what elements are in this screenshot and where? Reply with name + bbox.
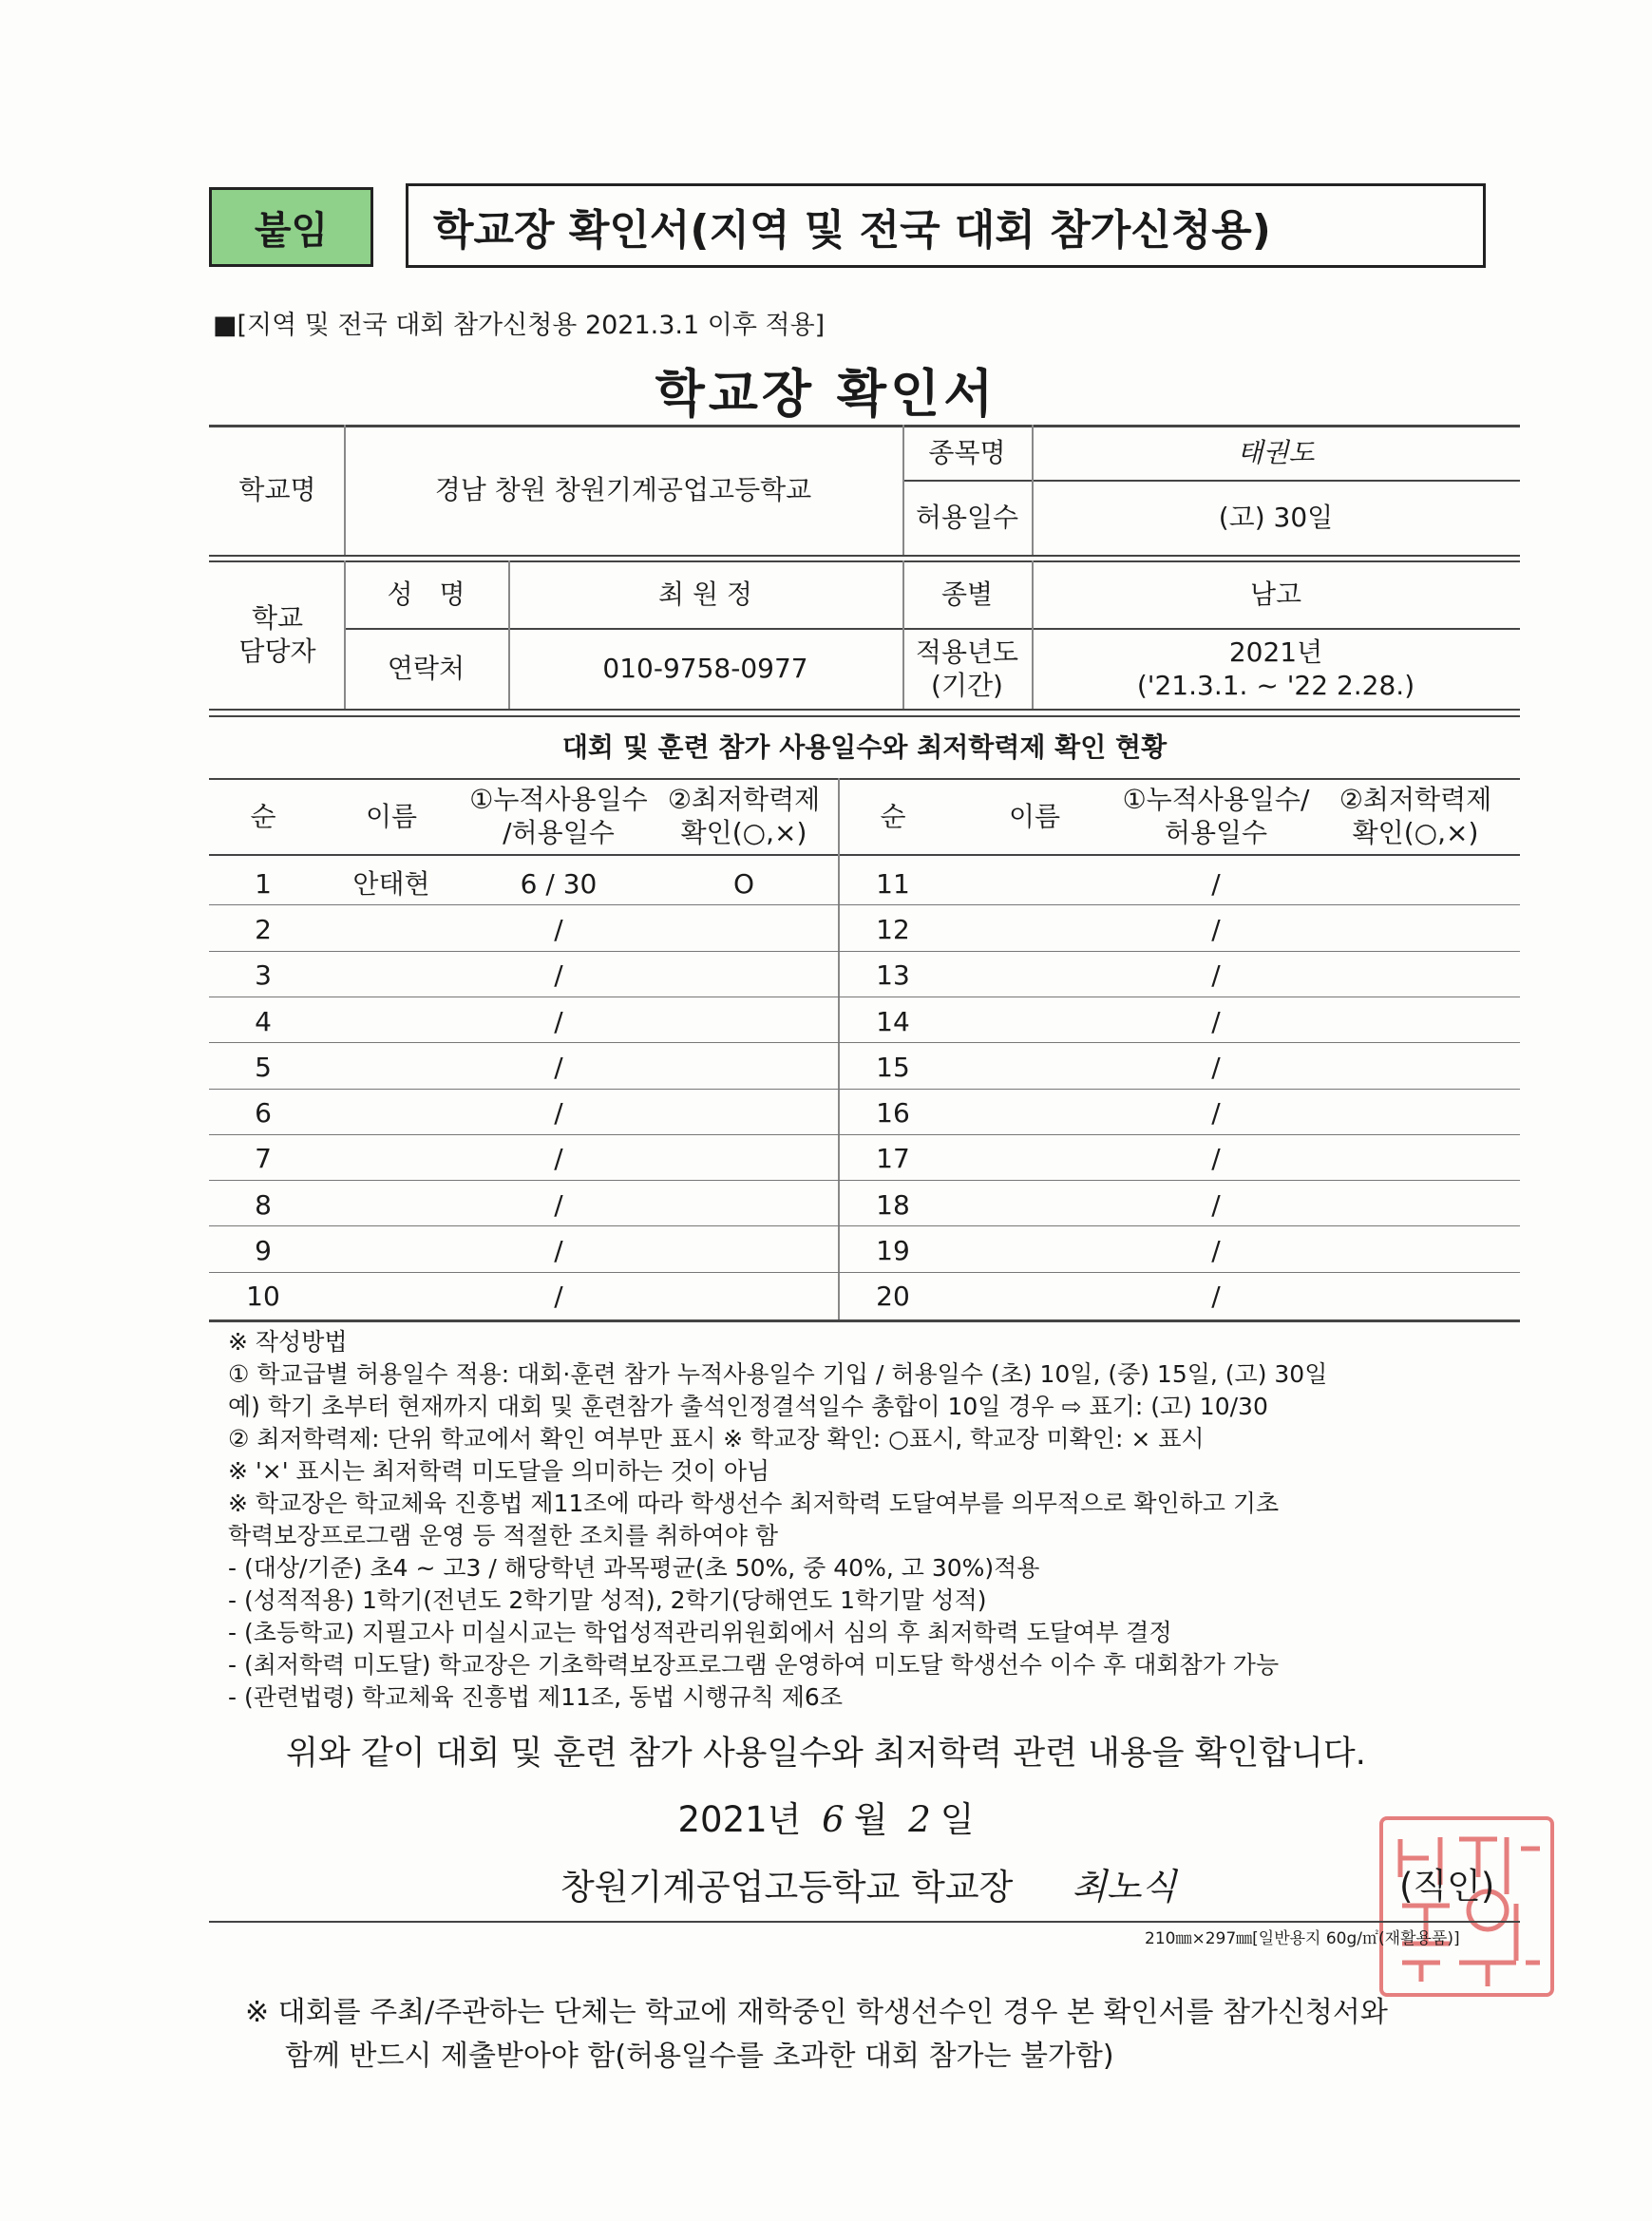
table-cell-check — [650, 906, 838, 952]
footer-note-line1: ※ 대회를 주최/주관하는 단체는 학교에 재학중인 학생선수인 경우 본 확인서를 참가신청서와 — [245, 1996, 1388, 2029]
table-cell-check — [650, 1044, 838, 1090]
table-cell-days: / — [1211, 1051, 1221, 1083]
type-value: 남고 — [1249, 579, 1302, 610]
table-cell-name — [315, 1044, 467, 1090]
signer-school: 창원기계공업고등학교 학교장 — [560, 1867, 1014, 1908]
table-cell-name — [948, 953, 1121, 998]
table-cell-days: / — [1211, 1188, 1221, 1221]
table-row-divider — [209, 1272, 1520, 1273]
note-line: ※ '×' 표시는 최저학력 미도달을 의미하는 것이 아님 — [228, 1457, 770, 1485]
note-line: - (대상/기준) 초4 ~ 고3 / 해당학년 과목평균(초 50%, 중 40%, 고 30%)적용 — [228, 1554, 1040, 1582]
table-cell-no: 14 — [876, 1005, 910, 1037]
contact-label — [211, 560, 344, 709]
table-cell-no: 4 — [255, 1005, 272, 1037]
contact-label-line1: 학교 — [251, 602, 304, 634]
table-cell-days: / — [1211, 1235, 1221, 1267]
table-cell-no: 11 — [876, 867, 910, 900]
table-cell-check — [650, 998, 838, 1044]
note-line: 예) 학기 초부터 현재까지 대회 및 훈련참가 출석인정결석일수 총합이 10일 경우 ⇨ 표기: (고) 10/30 — [228, 1393, 1268, 1420]
col-days-right-line1: ①누적사용일수/ — [1122, 784, 1310, 815]
table-cell-no: 7 — [255, 1143, 272, 1175]
status-title: 대회 및 훈련 참가 사용일수와 최저학력제 확인 현황 — [561, 731, 1168, 763]
table-cell-days: / — [554, 1051, 563, 1083]
table-cell-days: / — [554, 1188, 563, 1221]
col-check-left-line1: ②최저학력제 — [667, 784, 821, 815]
table-cell-name — [948, 1274, 1121, 1319]
table-cell-no: 19 — [876, 1235, 910, 1267]
table-cell-days: / — [554, 913, 563, 945]
sub-header: ■[지역 및 전국 대회 참가신청용 2021.3.1 이후 적용] — [213, 311, 826, 340]
col-check-left — [650, 778, 838, 854]
table-cell-days: / — [554, 1097, 563, 1129]
table-cell-check — [1311, 953, 1520, 998]
paper-spec: 210㎜×297㎜[일반용지 60g/㎡(재활용품)] — [1145, 1929, 1460, 1948]
name-value: 최 원 정 — [658, 579, 752, 610]
note-line: ※ 작성방법 — [228, 1328, 348, 1356]
col-days-left — [467, 778, 650, 854]
sport-label: 종목명 — [928, 436, 1006, 468]
table-cell-check — [1311, 861, 1520, 906]
table-row-divider — [209, 1180, 1520, 1181]
col-check-right — [1311, 778, 1520, 854]
table-cell-no: 2 — [255, 913, 272, 945]
table-row-divider — [209, 1089, 1520, 1090]
type-label: 종별 — [940, 579, 994, 610]
table-cell-name — [948, 1227, 1121, 1273]
confirmation-text: 위와 같이 대회 및 훈련 참가 사용일수와 최저학력 관련 내용을 확인합니다. — [286, 1735, 1366, 1773]
table-cell-days: / — [1211, 1143, 1221, 1175]
table-cell-no: 13 — [876, 959, 910, 992]
note-line: - (성적적용) 1학기(전년도 2학기말 성적), 2학기(당해연도 1학기말 성적) — [228, 1586, 987, 1614]
table-cell-name — [315, 906, 467, 952]
col-check-left-line2: 확인(○,×) — [680, 817, 807, 848]
table-cell-name — [315, 953, 467, 998]
table-cell-days: / — [1211, 1097, 1221, 1129]
table-cell-name — [948, 1136, 1121, 1182]
attachment-tag: 붙임 — [209, 187, 373, 267]
signer-line — [560, 1857, 1176, 1909]
table-cell-name — [315, 1274, 467, 1319]
table-cell-check — [1311, 998, 1520, 1044]
table-cell-no: 3 — [255, 959, 272, 992]
table-cell-days: / — [1211, 1281, 1221, 1313]
note-line: 학력보장프로그램 운영 등 적절한 조치를 취하여야 함 — [228, 1522, 778, 1549]
phone-value: 010-9758-0977 — [602, 653, 808, 684]
table-cell-check — [1311, 906, 1520, 952]
table-cell-name — [948, 1044, 1121, 1090]
date-month-label: 월 — [853, 1799, 888, 1840]
year-label-line2: (기간) — [931, 669, 1003, 701]
col-days-right-line2: 허용일수 — [1164, 817, 1268, 848]
days-label: 허용일수 — [915, 502, 1019, 533]
table-cell-days: / — [554, 1143, 563, 1175]
table-cell-no: 20 — [876, 1281, 910, 1313]
table-row-divider — [209, 1134, 1520, 1135]
phone-label: 연락처 — [387, 653, 465, 684]
year-label-line1: 적용년도 — [915, 636, 1019, 668]
table-row-divider — [209, 1042, 1520, 1043]
table-cell-name: 안태현 — [352, 867, 430, 900]
days-value: (고) 30일 — [1218, 502, 1334, 533]
table-cell-name — [948, 998, 1121, 1044]
table-cell-check — [650, 1182, 838, 1227]
document-headline: 학교장 확인서(지역 및 전국 대회 참가신청용) — [406, 183, 1486, 268]
table-row-divider — [209, 1225, 1520, 1226]
note-line: ※ 학교장은 학교체육 진흥법 제11조에 따라 학생선수 최저학력 도달여부를 의무적으로 확인하고 기초 — [228, 1490, 1280, 1517]
table-cell-check — [650, 1274, 838, 1319]
table-cell-check — [1311, 1182, 1520, 1227]
col-days-left-line2: /허용일수 — [503, 817, 615, 848]
table-cell-name — [315, 1091, 467, 1136]
table-cell-check — [650, 1227, 838, 1273]
table-cell-check — [650, 1091, 838, 1136]
table-cell-check — [1311, 1044, 1520, 1090]
school-value: 경남 창원 창원기계공업고등학교 — [434, 474, 812, 505]
col-no-right: 순 — [880, 800, 906, 832]
year-value — [1032, 628, 1520, 709]
table-cell-name — [315, 998, 467, 1044]
col-name-right: 이름 — [1008, 800, 1061, 832]
table-cell-check — [1311, 1274, 1520, 1319]
page-title: 학교장 확인서 — [655, 364, 997, 424]
date-year: 2021년 — [677, 1799, 802, 1840]
col-no-left: 순 — [250, 800, 276, 832]
table-cell-check — [1311, 1091, 1520, 1136]
seal-label: (직인) — [1399, 1866, 1495, 1907]
signature: 최노식 — [1072, 1866, 1177, 1908]
note-line: ② 최저학력제: 단위 학교에서 확인 여부만 표시 ※ 학교장 확인: ○표시, 학교장 미확인: × 표시 — [228, 1425, 1205, 1452]
table-cell-name — [948, 861, 1121, 906]
col-check-right-line1: ②최저학력제 — [1339, 784, 1492, 815]
table-cell-name — [315, 1136, 467, 1182]
table-cell-check — [650, 1136, 838, 1182]
year-label — [902, 628, 1032, 709]
table-row-divider — [209, 951, 1520, 952]
year-value-line2: ('21.3.1. ~ '22 2.28.) — [1136, 669, 1415, 701]
table-cell-name — [948, 906, 1121, 952]
note-line: ① 학교급별 허용일수 적용: 대회·훈련 참가 누적사용일수 기입 / 허용일수 (초) 10일, (중) 15일, (고) 30일 — [228, 1360, 1328, 1388]
table-cell-no: 16 — [876, 1097, 910, 1129]
table-cell-no: 1 — [255, 867, 272, 900]
table-cell-days: / — [554, 959, 563, 992]
footer-note-line2: 함께 반드시 제출받아야 함(허용일수를 초과한 대회 참가는 불가함) — [285, 2040, 1114, 2073]
year-value-line1: 2021년 — [1228, 636, 1323, 668]
note-line: - (초등학교) 지필고사 미실시교는 학업성적관리위원회에서 심의 후 최저학력 도달여부 결정 — [228, 1619, 1172, 1646]
school-label: 학교명 — [238, 474, 316, 505]
table-cell-check — [1311, 1227, 1520, 1273]
table-cell-no: 8 — [255, 1188, 272, 1221]
table-cell-no: 17 — [876, 1143, 910, 1175]
table-cell-days: / — [1211, 913, 1221, 945]
table-cell-check — [650, 953, 838, 998]
table-cell-name — [315, 1182, 467, 1227]
table-row-divider — [209, 904, 1520, 905]
col-name-left: 이름 — [365, 800, 418, 832]
col-days-left-line1: ①누적사용일수 — [469, 784, 648, 815]
date-day: 2 — [908, 1799, 931, 1840]
table-cell-days: / — [1211, 959, 1221, 992]
table-cell-no: 12 — [876, 913, 910, 945]
col-days-right — [1121, 778, 1311, 854]
contact-label-line2: 담당자 — [238, 636, 316, 667]
sport-value: 태권도 — [1237, 436, 1315, 468]
date-day-label: 일 — [940, 1799, 975, 1840]
table-cell-days: / — [554, 1005, 563, 1037]
name-label: 성 명 — [387, 579, 465, 610]
table-cell-name — [315, 1227, 467, 1273]
table-cell-check — [1311, 1136, 1520, 1182]
table-cell-name — [948, 1182, 1121, 1227]
table-cell-no: 9 — [255, 1235, 272, 1267]
table-cell-days: / — [1211, 1005, 1221, 1037]
table-cell-days: / — [1211, 867, 1221, 900]
table-cell-no: 10 — [246, 1281, 280, 1313]
date-month: 6 — [822, 1799, 845, 1840]
col-check-right-line2: 확인(○,×) — [1352, 817, 1479, 848]
note-line: - (관련법령) 학교체육 진흥법 제11조, 동법 시행규칙 제6조 — [228, 1683, 843, 1711]
table-cell-no: 18 — [876, 1188, 910, 1221]
table-cell-days: 6 / 30 — [520, 867, 598, 900]
table-cell-no: 6 — [255, 1097, 272, 1129]
table-cell-name — [948, 1091, 1121, 1136]
table-cell-no: 5 — [255, 1051, 272, 1083]
table-cell-days: / — [554, 1235, 563, 1267]
table-cell-days: / — [554, 1281, 563, 1313]
table-cell-check: O — [732, 867, 755, 900]
table-cell-no: 15 — [876, 1051, 910, 1083]
note-line: - (최저학력 미도달) 학교장은 기초학력보장프로그램 운영하여 미도달 학생선수 이수 후 대회참가 가능 — [228, 1651, 1280, 1679]
